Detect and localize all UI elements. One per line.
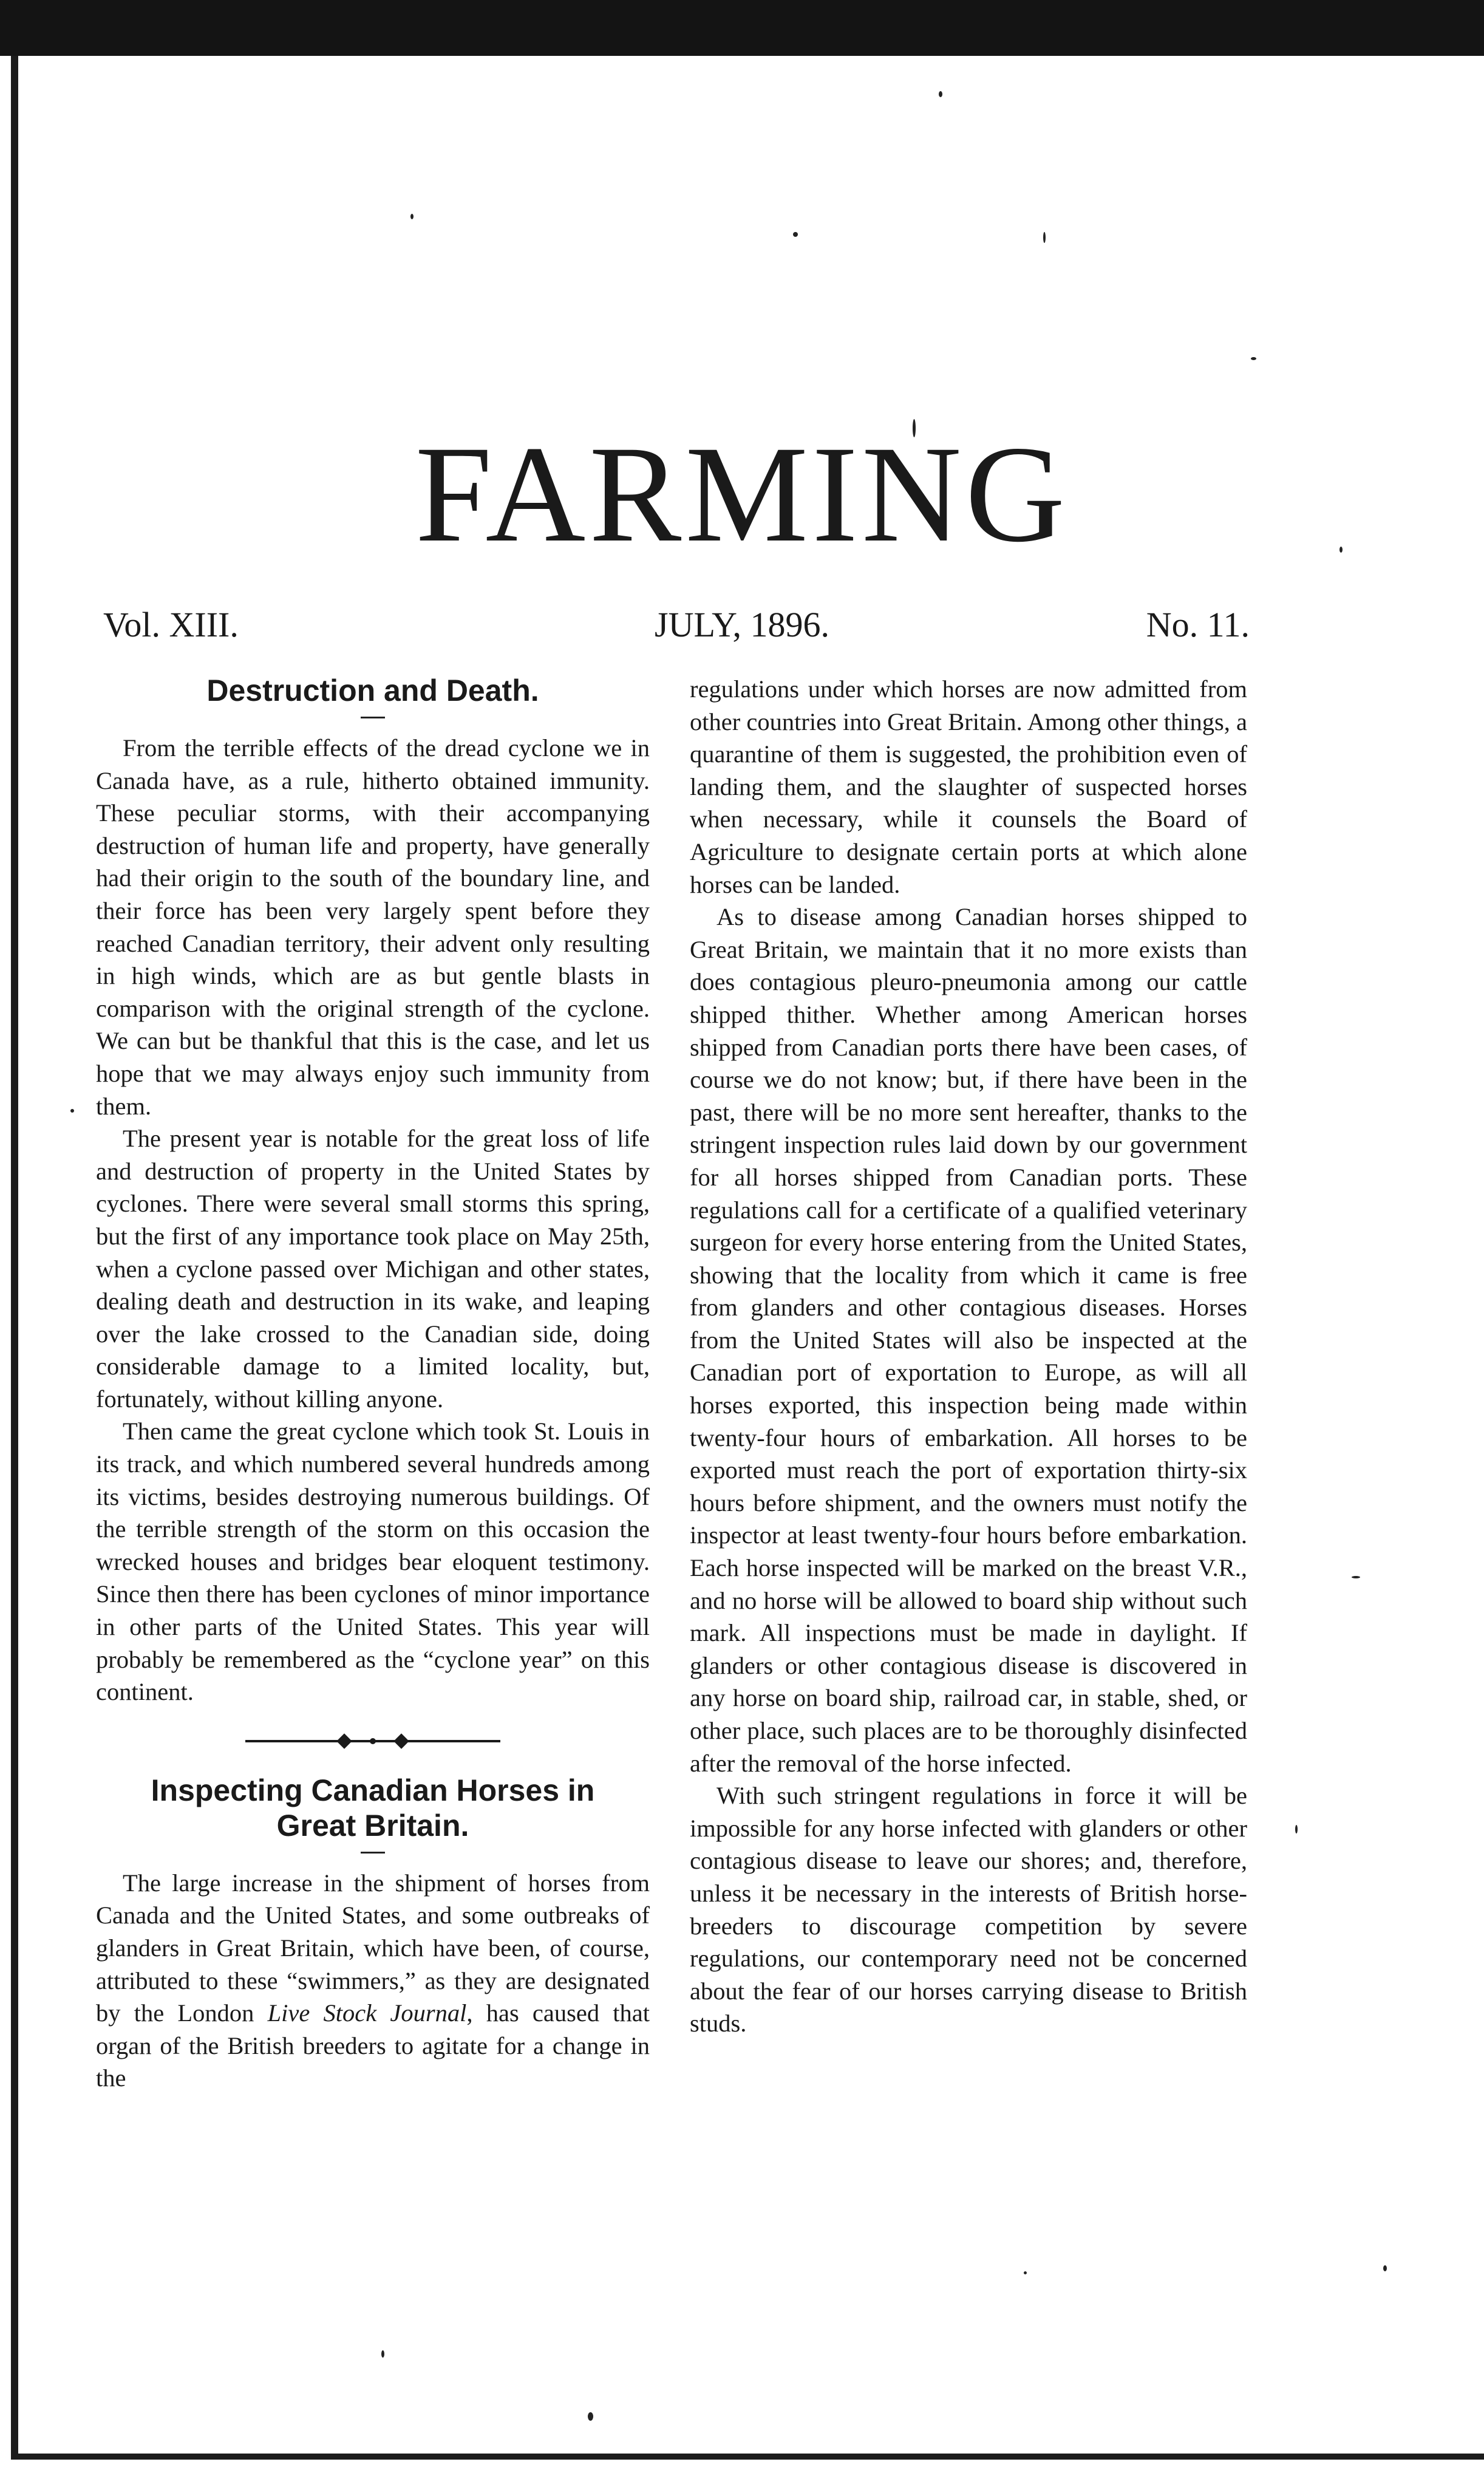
volume-label: Vol. XIII. xyxy=(103,605,239,644)
print-speck xyxy=(410,214,414,219)
left-column xyxy=(96,673,650,2095)
article-paragraph: The present year is notable for the great loss of life and destruction of property in the United States by cyclones. There were several small storms this spring, but the first of any importance took place on May 25th, when a cyclone passed over Michigan and other states, dealing death and destruction in its wake, and leaping over the lake crossed to the Canadian side, doing considerable damage to a limited locality, but, fortunately, without killing anyone. xyxy=(96,1125,650,1413)
article-paragraph: From the terrible effects of the dread cyclone we in Canada have, as a rule, hitherto obtained immunity. These peculiar storms, with their accompanying destruction of human life and property, have generally had their origin to the south of the boundary line, and their force has been very largely spent before they reached Canadian territory, their advent only resulting in high winds, which are as but gentle blasts in comparison with the original strength of the cyclone. We can but be thankful that this is the case, and let us hope that we may always enjoy such immunity from them. xyxy=(96,734,650,1120)
left-page-rule xyxy=(11,56,18,2455)
issue-number: No. 11. xyxy=(1146,605,1250,644)
print-speck xyxy=(1251,357,1256,360)
print-speck xyxy=(1383,2265,1387,2271)
article-paragraph: Then came the great cyclone which took St. Louis in its track, and which numbered several hundreds among its victims, besides destroying numerous buildings. Of the terrible strength of the storm on this occasion the wrecked houses and bridges bear eloquent testimony. Since then there has been cyclones of minor importance in other parts of the United States. This year will probably be remembered as the “cyclone year” on this continent. xyxy=(96,1417,650,1706)
heading-line: Inspecting Canadian Horses in xyxy=(151,1773,595,1807)
heading-dash xyxy=(361,717,385,718)
print-speck xyxy=(1352,1576,1360,1578)
print-speck xyxy=(939,91,942,97)
top-border-bar xyxy=(0,0,1484,56)
article-paragraph xyxy=(96,1867,650,2095)
paragraph-text: The large increase in the shipment of horses from Canada and the United States, and some outbreaks of glanders in Great Britain, which have been, of course, attributed to these “swimmers,” as they are designated by the London xyxy=(96,1869,650,2027)
right-column xyxy=(690,673,1247,2040)
article-heading xyxy=(96,1773,650,1843)
article-paragraph: With such stringent regulations in force it will be impossible for any horse infected with glanders or other contagious disease to leave our shores; and, therefore, unless it be necessary in the interests of British horse-breeders to discourage competition by severe regulations, our contemporary need not be concerned about the fear of our horses carrying disease to British studs. xyxy=(690,1782,1247,2038)
article-paragraph: As to disease among Canadian horses shipped to Great Britain, we maintain that it no more exists than does contagious pleuro-pneumonia among our cattle shipped thither. Whether among American horses shipped from Canadian ports there have been cases, of course we do not know; but, if there have been in the past, there will be no more sent hereafter, thanks to the stringent inspection rules laid down by our government for all horses shipped from Canadian ports. These regulations call for a certificate of a qualified veterinary surgeon for every horse entering from the United States, showing that the locality from which it came is free from glanders and other contagious diseases. Horses from the United States will also be inspected at the Canadian port of exportation to Europe, as will all horses exported, this inspection being made within twenty-four hours of embarkation. All horses to be exported must reach the port of exportation thirty-six hours before shipment, and the owners must notify the inspector at least twenty-four hours before embarkation. Each horse inspected will be marked on the breast V.R., and no horse will be allowed to board ship without such mark. All inspections must be made in daylight. If glanders or other contagious disease is discovered in any horse on board ship, railroad car, in stable, shed, or other place, such places are to be thoroughly disinfected after the removal of the horse infected. xyxy=(690,903,1247,1777)
print-speck xyxy=(1024,2271,1027,2274)
bottom-page-rule xyxy=(11,2454,1484,2460)
paragraph-text: , has caused that organ of the British breeders to agitate for a change in the xyxy=(96,1999,650,2092)
section-divider xyxy=(245,1729,500,1753)
print-speck xyxy=(588,2412,593,2421)
print-speck xyxy=(1043,232,1046,243)
print-speck xyxy=(381,2350,384,2358)
publication-title: Live Stock Journal xyxy=(267,1999,467,2027)
print-speck xyxy=(793,232,798,237)
heading-dash xyxy=(361,1852,385,1854)
print-speck xyxy=(70,1109,74,1113)
article-heading: Destruction and Death. xyxy=(206,674,539,708)
issue-date: JULY, 1896. xyxy=(655,605,829,644)
print-speck xyxy=(1295,1825,1298,1833)
article-paragraph: regulations under which horses are now admitted from other countries into Great Britain. Among other things, a quarantine of them is suggested, the prohibition even of landing them, and the slaughter of suspected horses when necessary, while it counsels the Board of Agriculture to designate certain ports at which alone horses can be landed. xyxy=(690,675,1247,898)
masthead-title: FARMING xyxy=(415,418,1069,571)
heading-line: Great Britain. xyxy=(276,1808,469,1843)
